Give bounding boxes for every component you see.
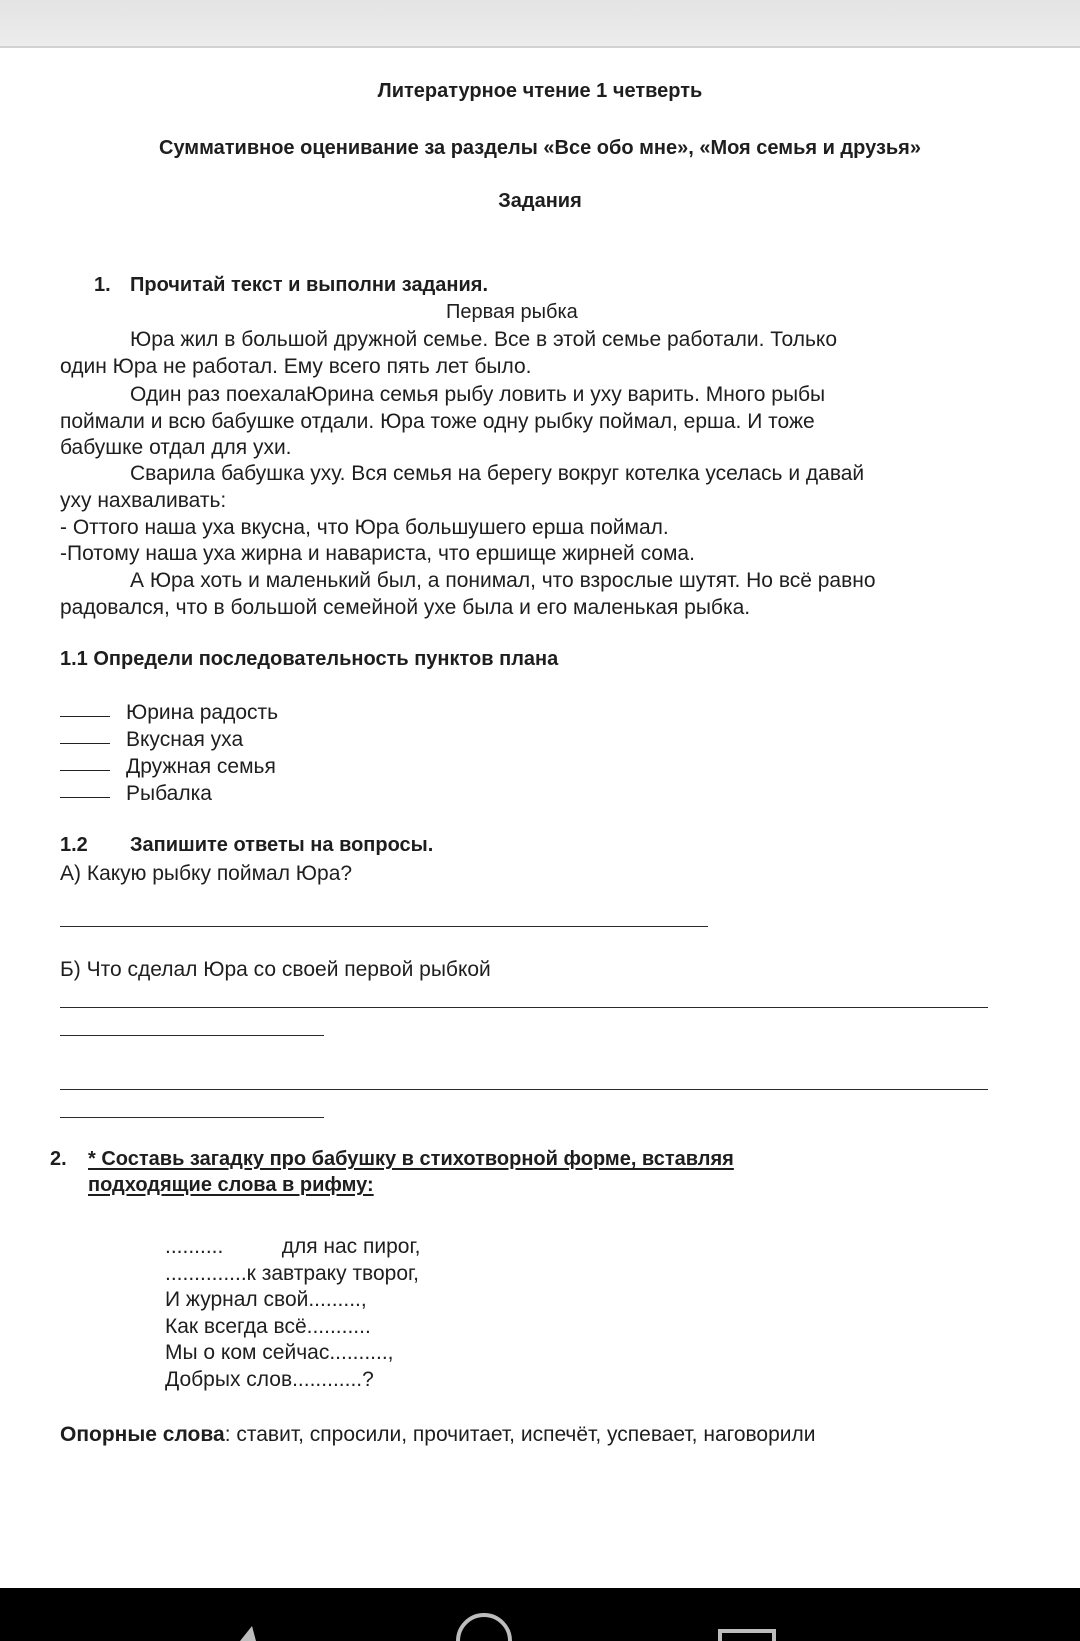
answer-blank[interactable]: [60, 797, 110, 798]
poem-line: .......... для нас пирог,: [165, 1235, 421, 1258]
story-line: -Потому наша уха жирна и навариста, что ершище жирней сома.: [60, 542, 695, 565]
poem-line: ..............к завтраку творог,: [165, 1262, 419, 1285]
poem-line: Как всегда всё...........: [165, 1315, 371, 1338]
support-words-list: : ставит, спросили, прочитает, испечёт, успевает, наговорили: [224, 1423, 816, 1446]
story-line: бабушке отдал для ухи.: [60, 436, 292, 459]
nav-buttons: [0, 1588, 1080, 1641]
plan-item: [60, 701, 278, 725]
poem-line: И журнал свой.........,: [165, 1288, 367, 1311]
story-line: поймали и всю бабушке отдали. Юра тоже одну рыбку поймал, ерша. И тоже: [60, 410, 815, 433]
question-b: Б) Что сделал Юра со своей первой рыбкой: [60, 958, 491, 981]
home-icon[interactable]: [458, 1615, 510, 1641]
plan-item: [60, 755, 276, 779]
story-line: Сварила бабушка уху. Вся семья на берегу вокруг котелка уселась и давай: [130, 462, 865, 485]
task2-heading: подходящие слова в рифму:: [88, 1174, 374, 1196]
plan-item-label: Юрина радость: [126, 701, 279, 724]
answer-line[interactable]: [60, 1007, 988, 1008]
story-line: Юра жил в большой дружной семье. Все в этой семье работали. Только: [130, 328, 838, 351]
task1-1-heading: 1.1 Определи последовательность пунктов плана: [60, 648, 559, 670]
task1-2-number: 1.2: [60, 834, 88, 856]
answer-line[interactable]: [60, 1117, 324, 1118]
section-heading: Задания: [498, 190, 582, 212]
plan-item-label: Дружная семья: [126, 755, 276, 778]
document-subtitle: Суммативное оценивание за разделы «Все обо мне», «Моя семья и друзья»: [159, 137, 921, 159]
support-words: [60, 1423, 816, 1447]
answer-blank[interactable]: [60, 716, 110, 717]
task1-heading: Прочитай текст и выполни задания.: [130, 274, 489, 296]
task2-number: 2.: [50, 1148, 67, 1170]
plan-item: [60, 728, 243, 752]
answer-blank[interactable]: [60, 770, 110, 771]
answer-line[interactable]: [60, 1035, 324, 1036]
plan-item-label: Рыбалка: [126, 782, 212, 805]
browser-top-bar: [0, 0, 1080, 48]
story-line: радовался, что в большой семейной ухе была и его маленькая рыбка.: [60, 596, 751, 619]
poem-line: Мы о ком сейчас..........,: [165, 1341, 394, 1364]
story-line: - Оттого наша уха вкусна, что Юра большушего ерша поймал.: [60, 516, 669, 539]
task1-2-heading: Запишите ответы на вопросы.: [130, 834, 434, 856]
answer-line[interactable]: [60, 926, 708, 927]
question-a: А) Какую рыбку поймал Юра?: [60, 862, 353, 885]
plan-item-label: Вкусная уха: [126, 728, 244, 751]
story-line: один Юра не работал. Ему всего пять лет было.: [60, 355, 532, 378]
support-label: Опорные слова: [60, 1423, 225, 1446]
answer-blank[interactable]: [60, 743, 110, 744]
task2-heading: * Составь загадку про бабушку в стихотворной форме, вставляя: [88, 1148, 734, 1170]
story-line: А Юра хоть и маленький был, а понимал, что взрослые шутят. Но всё равно: [130, 569, 876, 592]
android-nav-bar: [0, 1588, 1080, 1641]
document-title: Литературное чтение 1 четверть: [377, 80, 703, 102]
story-line: Один раз поехалаЮрина семья рыбу ловить и уху варить. Много рыбы: [130, 383, 826, 406]
document-page: [0, 48, 1080, 1588]
task1-number: 1.: [94, 274, 111, 296]
plan-item: [60, 782, 212, 806]
story-title: Первая рыбка: [446, 301, 578, 323]
story-line: уху нахваливать:: [60, 489, 227, 512]
recents-icon[interactable]: [720, 1631, 774, 1641]
back-icon[interactable]: [240, 1626, 256, 1641]
answer-line[interactable]: [60, 1089, 988, 1090]
poem-line: Добрых слов............?: [165, 1368, 374, 1391]
